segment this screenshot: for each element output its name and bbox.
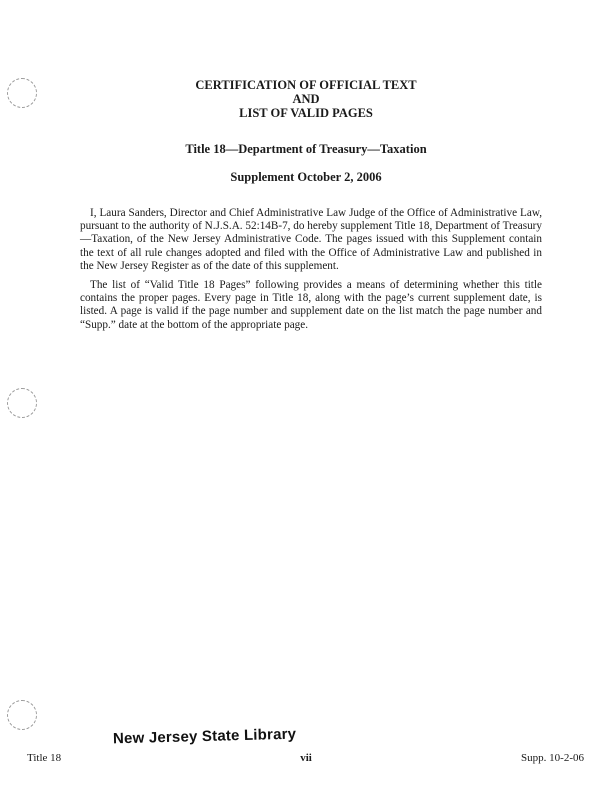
punch-hole-bottom bbox=[7, 700, 37, 730]
punch-hole-middle bbox=[7, 388, 37, 418]
footer-page-number: vii bbox=[300, 752, 312, 764]
document-heading bbox=[0, 78, 612, 120]
paragraph-certification: I, Laura Sanders, Director and Chief Administrative Law Judge of the Office of Administrative Law, pursuant to the authority of N.J.S.A. 52:14B-7, do hereby supplement Title 18, Department of Treasury—Taxation, of the New Jersey Administrative Code. The pages issued with this Supplement contain the text of all rule changes adopted and filed with the Office of Administrative Law and published in the New Jersey Register as of the date of this supplement. bbox=[80, 207, 542, 272]
supplement-date-line: Supplement October 2, 2006 bbox=[230, 170, 382, 184]
library-stamp: New Jersey State Library bbox=[112, 725, 297, 748]
paragraph-valid-pages: The list of “Valid Title 18 Pages” following provides a means of determining whether this title contains the proper pages. Every page in Title 18, along with the page’s current supplement date, is listed. A page is valid if the page number and supplement date on the list match the page number and “Supp.” date at the bottom of the appropriate page. bbox=[80, 279, 542, 331]
heading-line-3: LIST OF VALID PAGES bbox=[239, 106, 373, 120]
heading-line-1: CERTIFICATION OF OFFICIAL TEXT bbox=[195, 78, 417, 92]
footer-title: Title 18 bbox=[27, 752, 62, 764]
title-line: Title 18—Department of Treasury—Taxation bbox=[185, 142, 427, 156]
certification-body bbox=[80, 207, 542, 338]
heading-line-2: AND bbox=[292, 92, 320, 106]
footer-supplement-date: Supp. 10-2-06 bbox=[521, 752, 584, 764]
